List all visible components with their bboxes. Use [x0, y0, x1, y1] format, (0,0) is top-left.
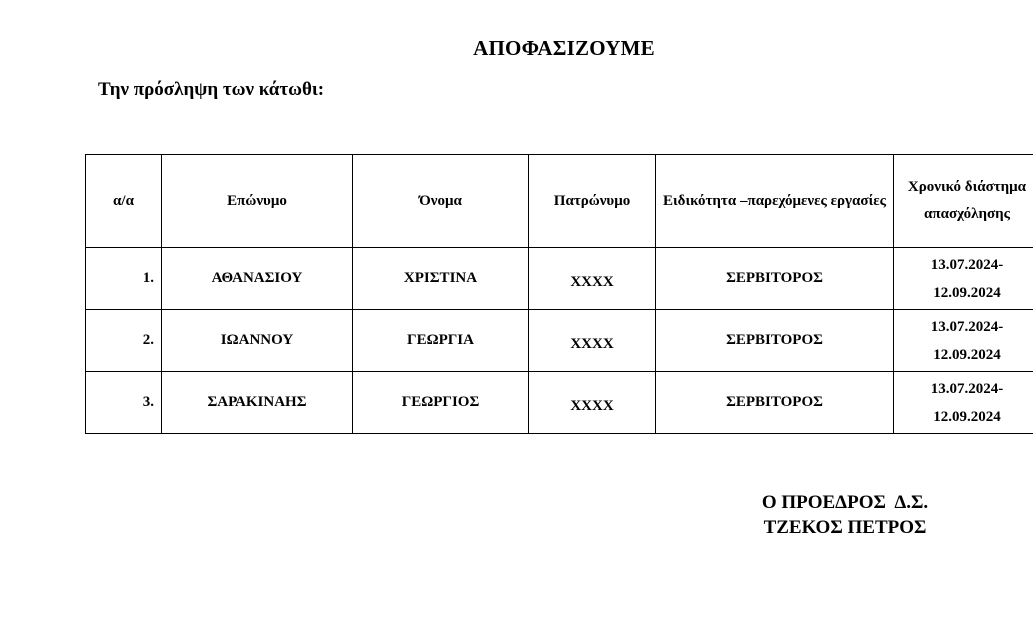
header-name: Όνομα — [353, 155, 529, 248]
row-index: 1. — [86, 248, 162, 310]
header-period: Χρονικό διάστημα απασχόλησης — [894, 155, 1033, 248]
row-surname: ΣΑΡΑΚΙΝΑΗΣ — [162, 372, 353, 434]
period-start: 13.07.2024- — [930, 256, 1004, 273]
period-start: 13.07.2024- — [930, 380, 1004, 397]
header-patronymic: Πατρώνυμο — [529, 155, 656, 248]
row-patronymic: XXXX — [570, 336, 614, 352]
row-name: ΓΕΩΡΓΙΟΣ — [353, 372, 529, 434]
header-surname: Επώνυμο — [162, 155, 353, 248]
row-period — [894, 310, 1033, 372]
row-patronymic-cell — [529, 310, 656, 372]
table-row — [86, 372, 1033, 434]
row-patronymic: XXXX — [570, 274, 614, 290]
row-patronymic: XXXX — [570, 398, 614, 414]
row-period — [894, 248, 1033, 310]
table-row — [86, 248, 1033, 310]
row-specialty: ΣΕΡΒΙΤΟΡΟΣ — [656, 248, 894, 310]
row-index: 3. — [86, 372, 162, 434]
header-specialty: Ειδικότητα –παρεχόμενες εργασίες — [656, 155, 894, 248]
document-title: ΑΠΟΦΑΣΙΖΟΥΜΕ — [473, 36, 655, 60]
signature-name: ΤΖΕΚΟΣ ΠΕΤΡΟΣ — [763, 517, 927, 538]
table-header-row — [86, 155, 1033, 248]
period-end: 12.09.2024 — [933, 284, 1001, 301]
row-specialty: ΣΕΡΒΙΤΟΡΟΣ — [656, 310, 894, 372]
row-patronymic-cell — [529, 248, 656, 310]
row-period — [894, 372, 1033, 434]
signature-block — [736, 490, 954, 540]
row-specialty: ΣΕΡΒΙΤΟΡΟΣ — [656, 372, 894, 434]
row-index: 2. — [86, 310, 162, 372]
period-end: 12.09.2024 — [933, 346, 1001, 363]
period-end: 12.09.2024 — [933, 408, 1001, 425]
row-name: ΧΡΙΣΤΙΝΑ — [353, 248, 529, 310]
row-surname: ΙΩΑΝΝΟΥ — [162, 310, 353, 372]
hires-table — [85, 154, 1033, 434]
intro-text: Την πρόσληψη των κάτωθι: — [98, 79, 325, 100]
signature-role: Ο ΠΡΟΕΔΡΟΣ Δ.Σ. — [761, 492, 929, 513]
period-start: 13.07.2024- — [930, 318, 1004, 335]
header-index: α/α — [86, 155, 162, 248]
table-row — [86, 310, 1033, 372]
row-surname: ΑΘΑΝΑΣΙΟΥ — [162, 248, 353, 310]
row-patronymic-cell — [529, 372, 656, 434]
row-name: ΓΕΩΡΓΙΑ — [353, 310, 529, 372]
